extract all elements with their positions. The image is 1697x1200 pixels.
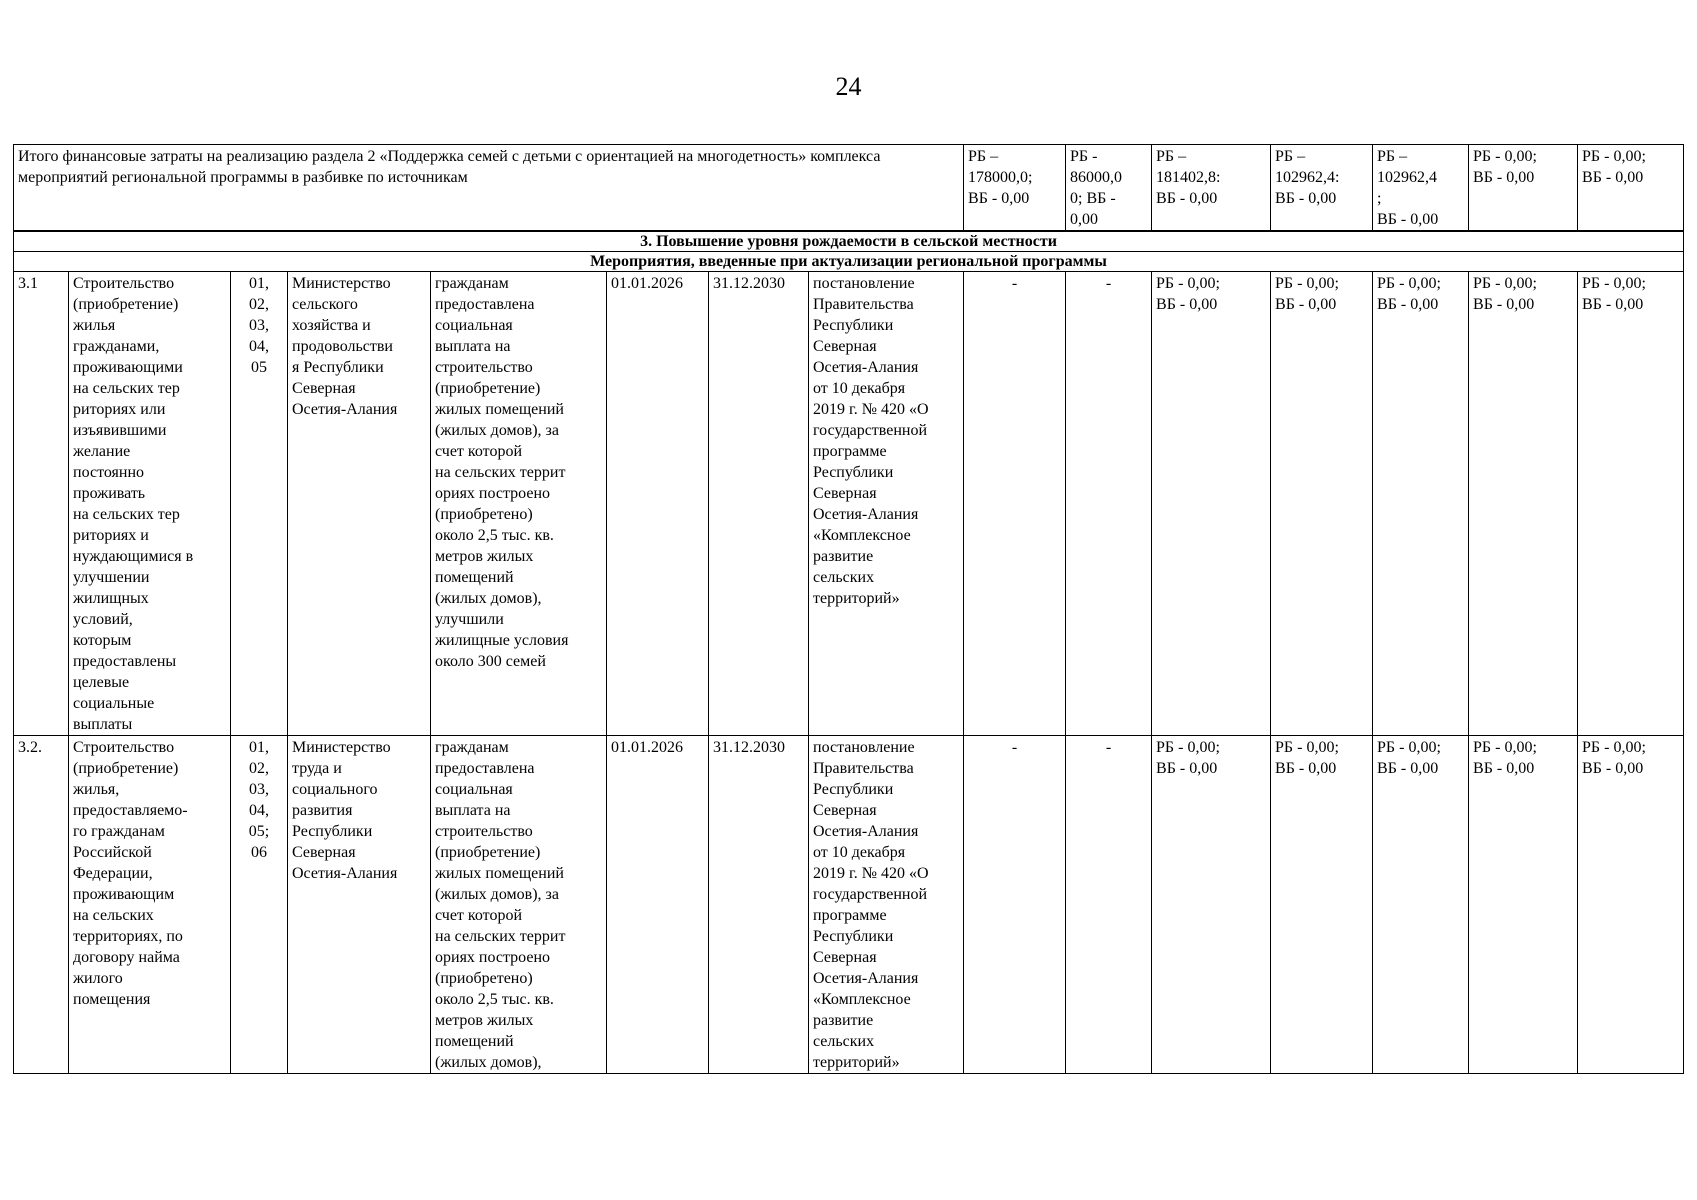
row-start-date: 01.01.2026: [607, 736, 709, 1074]
row-executor: Министерство труда и социального развития Республики Северная Осетия-Алания: [288, 736, 431, 1074]
row-codes: 01, 02, 03, 04, 05: [231, 272, 288, 736]
totals-value: РБ – 102962,4 ; ВБ - 0,00: [1373, 145, 1469, 232]
row-value: РБ - 0,00; ВБ - 0,00: [1152, 736, 1271, 1074]
totals-value: РБ - 0,00; ВБ - 0,00: [1469, 145, 1578, 232]
row-number: 3.1: [14, 272, 69, 736]
totals-value: РБ – 102962,4: ВБ - 0,00: [1271, 145, 1373, 232]
row-value: РБ - 0,00; ВБ - 0,00: [1469, 736, 1578, 1074]
row-start-date: 01.01.2026: [607, 272, 709, 736]
row-document: постановление Правительства Республики Северная Осетия-Алания от 10 декабря 2019 г. № 420 «О государственной программе Республики Северная Осетия-Алания «Комплексное развитие сельских территорий»: [809, 272, 964, 736]
table-row: [14, 272, 1684, 736]
row-name: Строительство (приобретение) жилья гражданами, проживающими на сельских тер риториях или изъявившими желание постоянно проживать на сельских тер риториях и нуждающимися в улучшении жилищных условий, которым предоставлены целевые социальные выплаты: [69, 272, 231, 736]
row-value: РБ - 0,00; ВБ - 0,00: [1373, 272, 1469, 736]
row-value: РБ - 0,00; ВБ - 0,00: [1469, 272, 1578, 736]
row-number: 3.2.: [14, 736, 69, 1074]
row-value: -: [964, 272, 1066, 736]
totals-label: Итого финансовые затраты на реализацию раздела 2 «Поддержка семей с детьми с ориентацией на многодетность» комплекса мероприятий региональной программы в разбивке по источникам: [14, 145, 964, 232]
subsection-title-row: [14, 252, 1684, 272]
row-result: гражданам предоставлена социальная выплата на строительство (приобретение) жилых помещений (жилых домов), за счет которой на сельских террит ориях построено (приобретено) около 2,5 тыс. кв. метров жилых помещений (жилых домов), улучшили жилищные условия около 300 семей: [431, 272, 607, 736]
row-value: -: [964, 736, 1066, 1074]
section-title: 3. Повышение уровня рождаемости в сельской местности: [14, 231, 1684, 252]
totals-value: РБ - 0,00; ВБ - 0,00: [1578, 145, 1684, 232]
row-codes: 01, 02, 03, 04, 05; 06: [231, 736, 288, 1074]
table-row: [14, 736, 1684, 1074]
row-value: РБ - 0,00; ВБ - 0,00: [1578, 272, 1684, 736]
totals-row: [14, 145, 1684, 232]
totals-value: РБ – 178000,0; ВБ - 0,00: [964, 145, 1066, 232]
subsection-title: Мероприятия, введенные при актуализации региональной программы: [14, 252, 1684, 272]
row-name: Строительство (приобретение) жилья, предоставляемо- го гражданам Российской Федерации, проживающим на сельских территориях, по договору найма жилого помещения: [69, 736, 231, 1074]
row-value: -: [1066, 736, 1152, 1074]
totals-value: РБ - 86000,0 0; ВБ - 0,00: [1066, 145, 1152, 232]
totals-value: РБ – 181402,8: ВБ - 0,00: [1152, 145, 1271, 232]
row-value: РБ - 0,00; ВБ - 0,00: [1152, 272, 1271, 736]
row-value: РБ - 0,00; ВБ - 0,00: [1271, 736, 1373, 1074]
row-value: РБ - 0,00; ВБ - 0,00: [1578, 736, 1684, 1074]
row-executor: Министерство сельского хозяйства и продовольстви я Республики Северная Осетия-Алания: [288, 272, 431, 736]
row-value: РБ - 0,00; ВБ - 0,00: [1271, 272, 1373, 736]
row-value: -: [1066, 272, 1152, 736]
row-result: гражданам предоставлена социальная выплата на строительство (приобретение) жилых помещений (жилых домов), за счет которой на сельских террит ориях построено (приобретено) около 2,5 тыс. кв. метров жилых помещений (жилых домов),: [431, 736, 607, 1074]
row-end-date: 31.12.2030: [709, 272, 809, 736]
row-value: РБ - 0,00; ВБ - 0,00: [1373, 736, 1469, 1074]
program-table: [13, 144, 1684, 1074]
row-document: постановление Правительства Республики Северная Осетия-Алания от 10 декабря 2019 г. № 420 «О государственной программе Республики Северная Осетия-Алания «Комплексное развитие сельских территорий»: [809, 736, 964, 1074]
section-title-row: [14, 231, 1684, 252]
row-end-date: 31.12.2030: [709, 736, 809, 1074]
page-number: 24: [835, 72, 862, 101]
